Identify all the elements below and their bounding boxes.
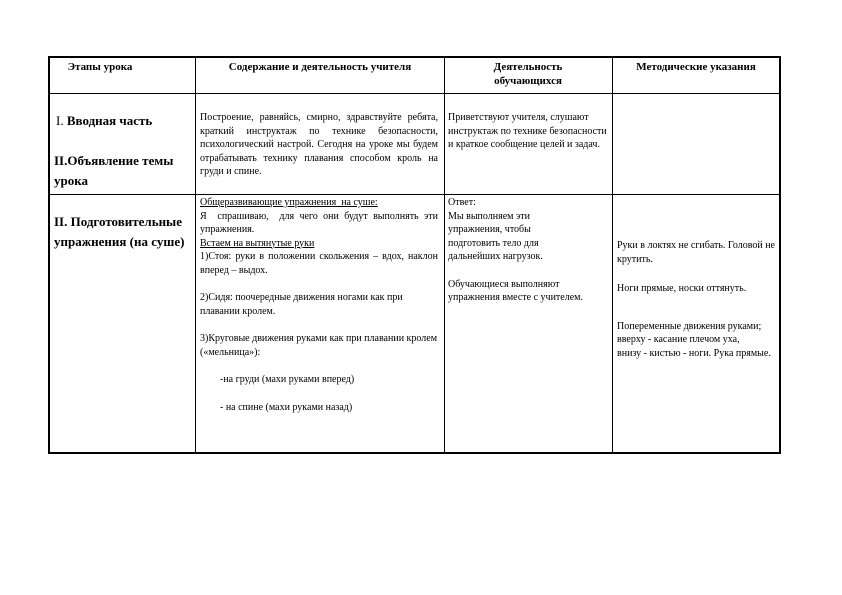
exercises-intro: Я спрашиваю, для чего они будут выполнять эти упражнения. [200, 210, 441, 235]
note-alternating-2: вверху - касание плечом уха, [617, 334, 740, 345]
row-divider [48, 194, 780, 195]
header-stages: Этапы урока [67, 61, 133, 73]
stage-preparatory-exercises: II. Подготовительные упражнения (на суше) [54, 214, 185, 249]
table-border-right [779, 56, 781, 454]
stage-intro [56, 111, 192, 131]
student-action: Обучающиеся выполняют упражнения вместе с учителем. [448, 278, 583, 303]
stage-intro-number: I. [56, 113, 64, 128]
note-legs: Ноги прямые, носки оттянуть. [617, 283, 747, 294]
exercise-3a: -на груди (махи руками вперед) [220, 374, 355, 385]
exercise-3b: - на спине (махи руками назад) [220, 401, 353, 413]
header-divider [48, 93, 780, 94]
table-border-left [48, 56, 50, 454]
column-divider-2 [444, 56, 445, 454]
row1-student-text: Приветствуют учителя, слушают инструктаж по технике безопасности и краткое сообщение целей и задач. [448, 112, 607, 150]
student-answer: Мы выполняем эти упражнения, чтобы подготовить тело для дальнейших нагрузок. [448, 210, 543, 262]
column-divider-3 [612, 56, 613, 454]
note-alternating-1: Попеременные движения руками; [617, 320, 762, 332]
table-border-top [48, 56, 780, 58]
exercise-3: 3)Круговые движения руками как при плавании кролем («мельница»): [200, 333, 440, 358]
exercise-2: 2)Сидя: поочередные движения ногами как при плавании кролем. [200, 292, 406, 317]
header-teacher-activity: Содержание и деятельность учителя [228, 61, 412, 73]
header-methodical-notes: Методические указания [636, 61, 756, 73]
stage-topic-announcement: II.Объявление темы урока [54, 153, 174, 188]
row1-teacher-text: Построение, равняйсь, смирно, здравствуйте ребята, краткий инструктаж по технике безопасности, психологический настрой. Сегодня на уроке мы будем отрабатывать технику плавания способом кроль на груди и спине. [200, 112, 438, 177]
row2-notes [617, 239, 777, 360]
row2-teacher-content [200, 196, 441, 414]
stage-intro-title: Вводная часть [66, 113, 153, 128]
header-student-activity: Деятельность обучающихся [493, 61, 563, 87]
note-alternating-3: внизу - кистью - ноги. Рука прямые. [617, 347, 771, 359]
exercise-1: 1)Стоя: руки в положении скольжения – вдох, наклон вперед – выдох. [200, 251, 441, 276]
table-border-bottom [48, 452, 780, 454]
column-divider-1 [195, 56, 196, 454]
note-arms: Руки в локтях не сгибать. Головой не крутить. [617, 240, 778, 265]
exercises-heading: Общеразвивающие упражнения на суше: [200, 197, 378, 208]
row2-student-content [448, 196, 610, 305]
exercises-subheading: Встаем на вытянутые руки [200, 237, 315, 249]
student-answer-label: Ответ: [448, 197, 476, 208]
